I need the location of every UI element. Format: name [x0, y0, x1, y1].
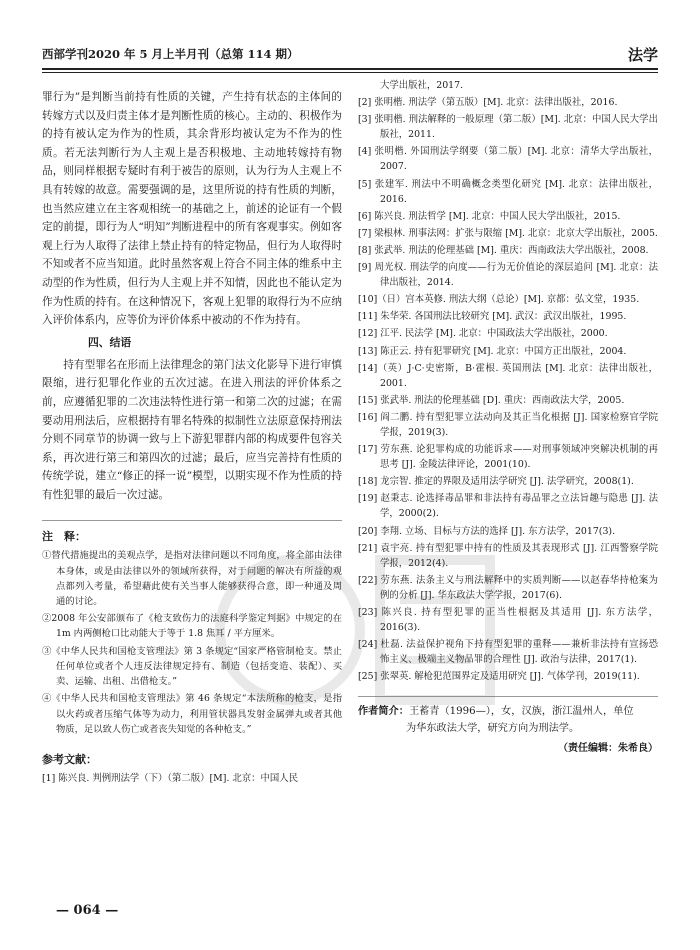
note-item: ②2008 年公安部颁布了《枪支致伤力的法庭科学鉴定判据》中规定的在 1m 内两侧枪口比动能大于等于 1.8 焦耳 / 平方厘米。 — [42, 613, 342, 640]
header-rule-thin — [42, 72, 658, 73]
body-paragraph-conclusion: 持有型罪名在形而上法律理念的第门法文化影导下进行审慎限缩，进行犯罪化作业的五次过滤。在进入刑法的评价体系之前，应遵循犯罪的二次违法特性进行第一和第二次的过滤；在需要动用刑法后，应根据持有罪名特殊的拟制性立法原意保持刑法分则不同章节的协调一致与上下游犯罪群内部的构成要件包容关系，再次进行第三和第四次的过滤；最后，应当完善持有性质的传统学说，建立“修正的择一说”模型，以期实现不作为性质的持有性犯罪的最后一次过滤。 — [42, 358, 342, 501]
references-title: 参考文献： — [42, 752, 97, 766]
section-heading-conclusion: 四、结语 — [88, 335, 132, 349]
author-text-line1: 王蓄青（1996—），女，汉族，浙江温州人，单位 — [408, 706, 634, 718]
reference-item: [2] 张明楷. 刑法学（第五版）[M]. 北京：法律出版社，2016. — [358, 97, 618, 109]
reference-item: [4] 张明楷. 外国刑法学纲要（第二版）[M]. 北京：清华大学出版社，2007. — [358, 146, 658, 173]
reference-item: [17] 劳东燕. 论犯罪构成的功能诉求——对刑事领域冲突解决机制的再思考 [J]. 金陵法律评论，2001(10). — [358, 444, 658, 471]
reference-item: [19] 赵秉志. 论选择毒品罪和非法持有毒品罪之立法旨趣与隐患 [J]. 法学，2000(2). — [358, 493, 658, 520]
section-label: 法学 — [627, 46, 658, 64]
reference-item: [14]（英）J·C·史密斯，B·霍根. 英国刑法 [M]. 北京：法律出版社，2001. — [358, 362, 658, 389]
author-text-line2: 为华东政法大学，研究方向为刑法学。 — [406, 723, 580, 735]
reference-item: [16] 阎二鹏. 持有型犯罪立法动向及其正当化根据 [J]. 国家检察官学院学报，2019(3). — [358, 411, 658, 438]
page-number: — 064 — — [56, 903, 119, 918]
right-column — [358, 78, 658, 754]
reference-item: [18] 龙宗智. 推定的界限及适用法学研究 [J]. 法学研究，2008(1). — [358, 476, 634, 488]
notes-title: 注 释： — [42, 520, 342, 544]
reference-item: [20] 李翔. 立场、目标与方法的选择 [J]. 东方法学，2017(3). — [358, 525, 616, 537]
note-item: ④《中华人民共和国枪支管理法》第 46 条规定“本法所称的枪支，是指以火药或者压缩气体等为动力，利用管状器具发射金属弹丸或者其他物质，足以致人伤亡或者丧失知觉的各种枪支。” — [42, 693, 342, 735]
left-column — [42, 88, 342, 788]
note-item: ①替代措施提出的美观点学，是指对法律问题以不同角度，将全部由法律本身体，或是由法律以外的领域所获得，对于问题的解决有所益的观点都列入考量，希望藉此使有关当事人能够获得合意，即一种通及周通的讨论。 — [42, 550, 342, 608]
journal-title: 西部学刊2020 年 5 月上半月刊（总第 114 期） — [42, 47, 299, 61]
reference-item: [25] 张翠英. 解枪犯范围界定及适用研究 [J]. 气体学刊，2019(11). — [358, 671, 640, 683]
reference-item: [15] 张武举. 刑法的伦理基础 [D]. 重庆：西南政法大学，2005. — [358, 394, 625, 406]
reference-item: [21] 袁宇亮. 持有型犯罪中持有的性质及其表现形式 [J]. 江西警察学院学报，2012(4). — [358, 542, 658, 569]
reference-item: [5] 张建军. 刑法中不明确概念类型化研究 [M]. 北京：法律出版社，2016. — [358, 178, 658, 205]
body-paragraph-continued: 罪行为”是判断当前持有性质的关键，产生持有状态的主体间的转嫁方式以及归责主体才是判断性质的核心。主动的、积极作为的持有被认定为作为的性质，其余背形均被认定为不作为的性质。若无法判断行为人主观上是否积极地、主动地转嫁持有物品，则同样根据专疑时有利于被告的原则，认为行为人主观上不具有转嫁的故意。需要强调的是，这里所说的持有性质的判断，也当然应建立在主客观相统一的基础之上，前述的论证有一个假定的前提，即行为人“明知”判断进程中的所有客观事实。例如客观上行为人取得了法律上禁止持有的特定物品，但行为人取得时不知或者不应当知道。此时虽然客观上符合不同主体的维系中主动型的作为性质，但行为人主观上并不知情，因此也不能认定为作为性质的持有。在这种情况下，客观上犯罪的取得行为不应纳入评价体系内，应等价为评价体系中被动的不作为持有。 — [42, 91, 342, 327]
reference-item: [7] 梁根林. 刑事法网：扩张与限缩 [M]. 北京：北京大学出版社，2005. — [358, 227, 658, 239]
reference-item: [1] 陈兴良. 判例刑法学（下）（第二版）[M]. 北京：中国人民 — [42, 772, 299, 784]
reference-item: [11] 朱华荣. 各国刑法比较研究 [M]. 武汉：武汉出版社，1995. — [358, 311, 627, 323]
note-item: ③《中华人民共和国枪支管理法》第 3 条规定“国家严格管制枪支。禁止任何单位或者个人违反法律规定持有、制造（包括变造、装配）、买卖、运输、出租、出借枪支。” — [42, 645, 342, 688]
header-rule-thick — [42, 68, 658, 70]
reference-item: [23] 陈兴良. 持有型犯罪的正当性根据及其适用 [J]. 东方法学，2016(3). — [358, 607, 658, 634]
reference-item: [12] 江平. 民法学 [M]. 北京：中国政法大学出版社，2000. — [358, 328, 608, 340]
author-bio — [358, 696, 658, 737]
reference-item: [9] 周光权. 刑法学的向度——行为无价值论的深层追问 [M]. 北京：法律出版社，2014. — [358, 262, 658, 289]
reference-item-continued: 大学出版社，2017. — [380, 80, 464, 91]
author-label: 作者简介： — [358, 705, 409, 718]
reference-item: [3] 张明楷. 刑法解释的一般原理（第二版）[M]. 北京：中国人民大学出版社，2011. — [358, 114, 658, 141]
reference-item: [10]（日）宫本英修. 刑法大纲（总论）[M]. 京都：弘文堂，1935. — [358, 294, 640, 306]
reference-item: [6] 陈兴良. 刑法哲学 [M]. 北京：中国人民大学出版社，2015. — [358, 210, 621, 222]
reference-item: [8] 张武举. 刑法的伦理基础 [M]. 重庆：西南政法大学出版社，2008. — [358, 244, 649, 256]
page-header — [42, 44, 658, 66]
responsible-editor: （责任编辑：朱希良） — [558, 743, 658, 755]
reference-item: [22] 劳东燕. 法条主义与刑法解释中的实质判断——以赵春华持枪案为例的分析 [J]. 华东政法大学学报，2017(6). — [358, 574, 658, 601]
reference-item: [13] 陈正云. 持有犯罪研究 [M]. 北京：中国方正出版社，2004. — [358, 345, 627, 357]
reference-item: [24] 杜磊. 法益保护视角下持有型犯罪的重释——兼析非法持有宣扬恐怖主义、极端主义物品罪的合理性 [J]. 政治与法律，2017(1). — [358, 639, 658, 666]
